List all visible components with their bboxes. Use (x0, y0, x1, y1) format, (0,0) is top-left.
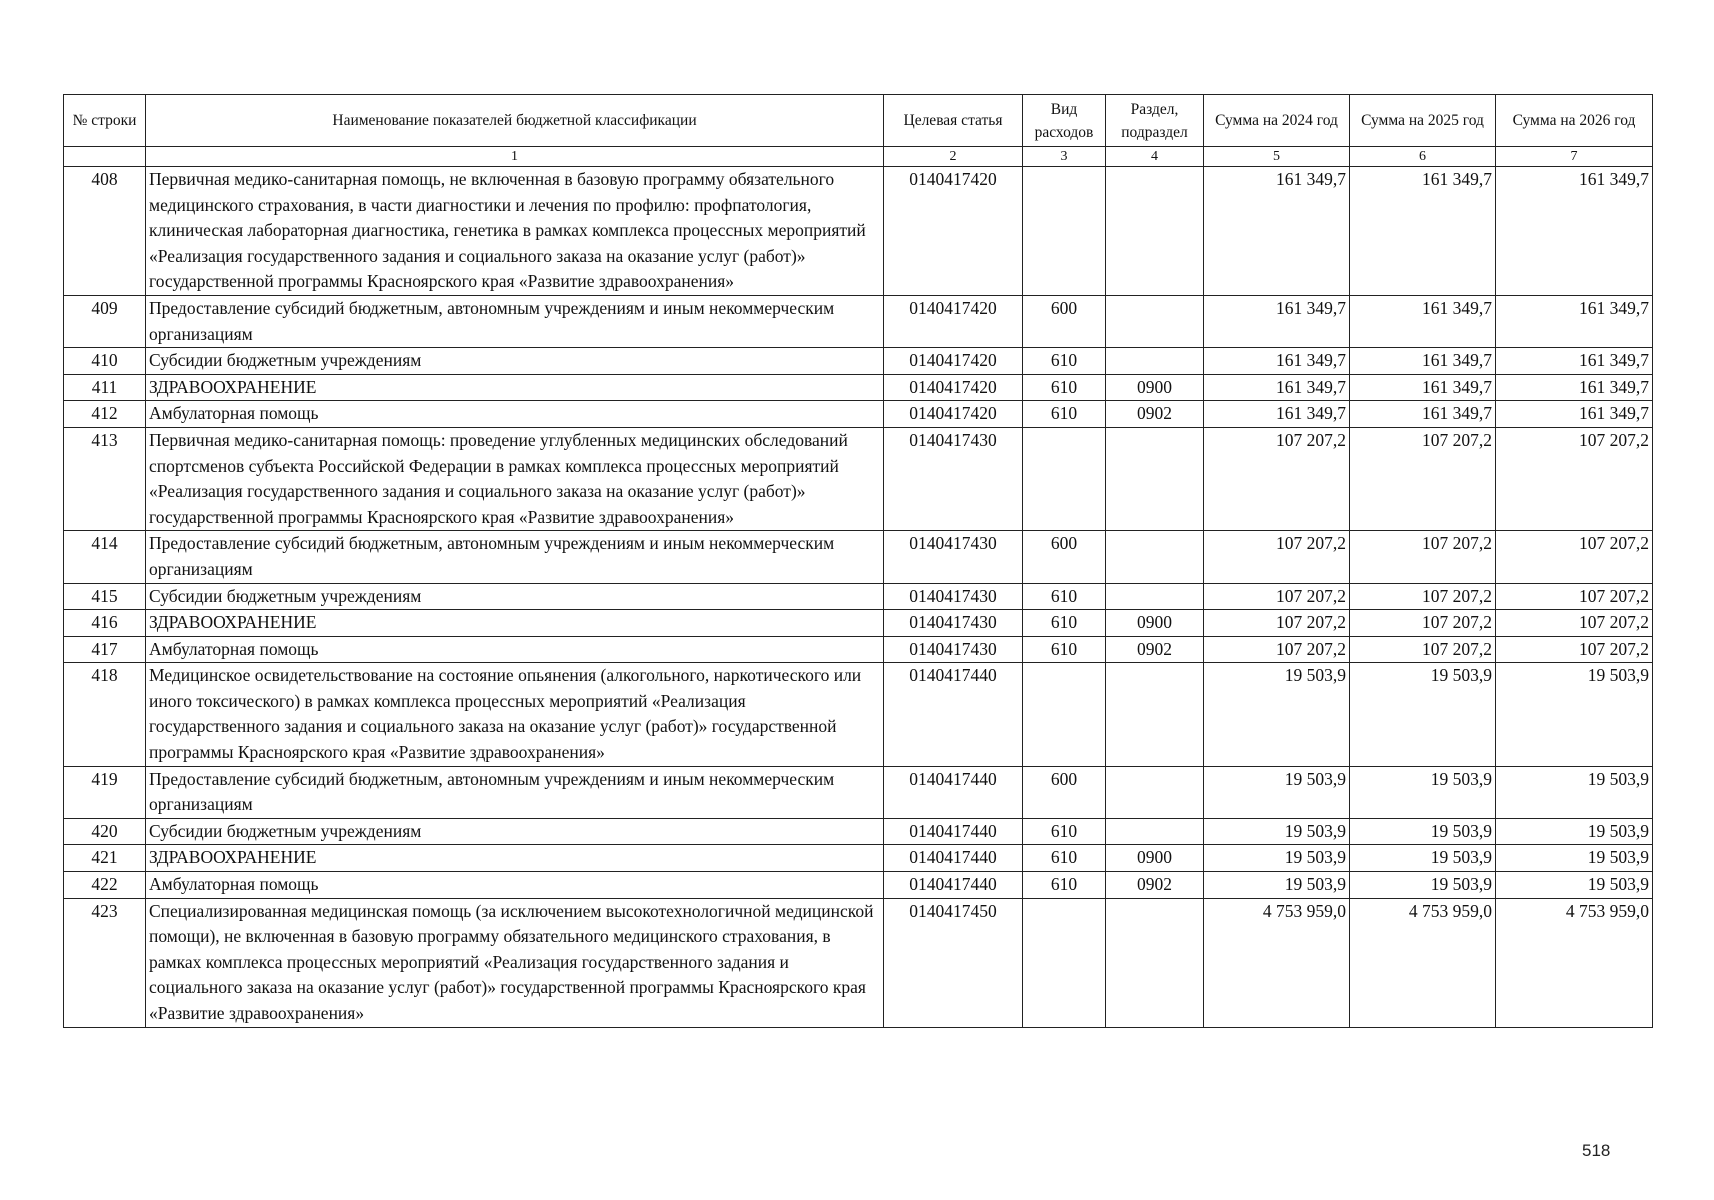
row-expense-kind: 610 (1023, 374, 1106, 401)
row-expense-kind: 600 (1023, 766, 1106, 818)
row-name: Субсидии бюджетным учреждениям (146, 583, 884, 610)
row-section: 0902 (1106, 636, 1204, 663)
column-number: 2 (884, 147, 1023, 167)
row-target-code: 0140417430 (884, 583, 1023, 610)
row-sum-2025: 107 207,2 (1350, 427, 1496, 530)
row-target-code: 0140417450 (884, 898, 1023, 1027)
row-target-code: 0140417440 (884, 766, 1023, 818)
table-row (64, 610, 1653, 637)
row-sum-2026: 107 207,2 (1496, 610, 1653, 637)
row-sum-2026: 107 207,2 (1496, 583, 1653, 610)
row-sum-2026: 161 349,7 (1496, 401, 1653, 428)
row-sum-2026: 107 207,2 (1496, 636, 1653, 663)
row-sum-2026: 161 349,7 (1496, 374, 1653, 401)
row-section (1106, 818, 1204, 845)
row-sum-2026: 19 503,9 (1496, 818, 1653, 845)
row-section: 0902 (1106, 872, 1204, 899)
row-expense-kind: 610 (1023, 818, 1106, 845)
row-sum-2026: 4 753 959,0 (1496, 898, 1653, 1027)
table-body (64, 167, 1653, 1028)
row-name: Первичная медико-санитарная помощь: проведение углубленных медицинских обследований спортсменов субъекта Российской Федерации в рамках комплекса процессных мероприятий «Реализация государственного задания и социального заказа на оказание услуг (работ)» государственной программы Красноярского края «Развитие здравоохранения» (146, 427, 884, 530)
table-row (64, 898, 1653, 1027)
row-target-code: 0140417430 (884, 636, 1023, 663)
table-row (64, 348, 1653, 375)
row-expense-kind (1023, 663, 1106, 766)
row-target-code: 0140417430 (884, 531, 1023, 583)
column-number: 3 (1023, 147, 1106, 167)
row-target-code: 0140417440 (884, 845, 1023, 872)
row-target-code: 0140417420 (884, 167, 1023, 296)
row-sum-2025: 161 349,7 (1350, 167, 1496, 296)
column-number: 6 (1350, 147, 1496, 167)
column-number: 1 (146, 147, 884, 167)
row-target-code: 0140417440 (884, 818, 1023, 845)
row-sum-2024: 161 349,7 (1204, 167, 1350, 296)
row-expense-kind: 610 (1023, 636, 1106, 663)
row-section (1106, 663, 1204, 766)
row-name: ЗДРАВООХРАНЕНИЕ (146, 374, 884, 401)
row-target-code: 0140417430 (884, 610, 1023, 637)
row-sum-2024: 161 349,7 (1204, 374, 1350, 401)
table-row (64, 818, 1653, 845)
table-row (64, 531, 1653, 583)
row-sum-2025: 19 503,9 (1350, 663, 1496, 766)
row-sum-2026: 19 503,9 (1496, 845, 1653, 872)
row-sum-2026: 19 503,9 (1496, 663, 1653, 766)
row-section (1106, 427, 1204, 530)
row-number: 418 (64, 663, 146, 766)
header-sum-2024: Сумма на 2024 год (1204, 95, 1350, 147)
header-sum-2025: Сумма на 2025 год (1350, 95, 1496, 147)
row-name: Предоставление субсидий бюджетным, автономным учреждениям и иным некоммерческим организациям (146, 295, 884, 347)
row-sum-2026: 19 503,9 (1496, 872, 1653, 899)
row-sum-2025: 107 207,2 (1350, 531, 1496, 583)
column-number: 7 (1496, 147, 1653, 167)
row-name: Амбулаторная помощь (146, 636, 884, 663)
row-sum-2025: 161 349,7 (1350, 295, 1496, 347)
table-row (64, 427, 1653, 530)
row-sum-2024: 107 207,2 (1204, 610, 1350, 637)
row-section (1106, 583, 1204, 610)
row-number: 409 (64, 295, 146, 347)
row-section (1106, 766, 1204, 818)
row-sum-2024: 107 207,2 (1204, 427, 1350, 530)
row-sum-2024: 19 503,9 (1204, 845, 1350, 872)
row-sum-2026: 161 349,7 (1496, 167, 1653, 296)
page-number: 518 (1582, 1141, 1611, 1160)
header-kind: Вид расходов (1023, 95, 1106, 147)
header-sum-2026: Сумма на 2026 год (1496, 95, 1653, 147)
row-sum-2026: 161 349,7 (1496, 348, 1653, 375)
row-number: 414 (64, 531, 146, 583)
row-number: 421 (64, 845, 146, 872)
row-section: 0900 (1106, 845, 1204, 872)
row-name: Субсидии бюджетным учреждениям (146, 348, 884, 375)
table-row (64, 401, 1653, 428)
row-number: 412 (64, 401, 146, 428)
column-number: 5 (1204, 147, 1350, 167)
row-expense-kind: 610 (1023, 583, 1106, 610)
budget-sheet (63, 94, 1652, 1028)
row-sum-2025: 19 503,9 (1350, 845, 1496, 872)
row-expense-kind: 610 (1023, 348, 1106, 375)
row-sum-2025: 19 503,9 (1350, 818, 1496, 845)
row-number: 417 (64, 636, 146, 663)
table-row (64, 845, 1653, 872)
row-name: Специализированная медицинская помощь (за исключением высокотехнологичной медицинской помощи), не включенная в базовую программу обязательного медицинского страхования, в рамках комплекса процессных мероприятий «Реализация государственного задания и социального заказа на оказание услуг (работ)» государственной программы Красноярского края «Развитие здравоохранения» (146, 898, 884, 1027)
row-expense-kind: 610 (1023, 401, 1106, 428)
row-number: 413 (64, 427, 146, 530)
row-name: Амбулаторная помощь (146, 872, 884, 899)
row-name: ЗДРАВООХРАНЕНИЕ (146, 845, 884, 872)
table-row (64, 663, 1653, 766)
row-sum-2024: 107 207,2 (1204, 636, 1350, 663)
row-name: Амбулаторная помощь (146, 401, 884, 428)
table-row (64, 583, 1653, 610)
row-target-code: 0140417440 (884, 872, 1023, 899)
row-sum-2025: 107 207,2 (1350, 636, 1496, 663)
row-name: Медицинское освидетельствование на состояние опьянения (алкогольного, наркотического или иного токсического) в рамках комплекса процессных мероприятий «Реализация государственного задания и социального заказа на оказание услуг (работ)» государственной программы Красноярского края «Развитие здравоохранения» (146, 663, 884, 766)
row-sum-2024: 19 503,9 (1204, 818, 1350, 845)
row-sum-2026: 107 207,2 (1496, 427, 1653, 530)
row-sum-2025: 161 349,7 (1350, 348, 1496, 375)
row-section (1106, 348, 1204, 375)
table-row (64, 636, 1653, 663)
row-sum-2024: 19 503,9 (1204, 766, 1350, 818)
row-sum-2026: 107 207,2 (1496, 531, 1653, 583)
row-sum-2025: 161 349,7 (1350, 374, 1496, 401)
table-row (64, 295, 1653, 347)
row-sum-2024: 19 503,9 (1204, 663, 1350, 766)
row-number: 408 (64, 167, 146, 296)
header-target: Целевая статья (884, 95, 1023, 147)
row-expense-kind: 600 (1023, 295, 1106, 347)
row-number: 411 (64, 374, 146, 401)
row-sum-2024: 161 349,7 (1204, 295, 1350, 347)
table-row (64, 766, 1653, 818)
table-row (64, 374, 1653, 401)
header-row-no: № строки (64, 95, 146, 147)
row-section (1106, 531, 1204, 583)
header-section: Раздел, подраздел (1106, 95, 1204, 147)
row-section: 0900 (1106, 610, 1204, 637)
row-expense-kind: 600 (1023, 531, 1106, 583)
row-sum-2024: 19 503,9 (1204, 872, 1350, 899)
row-expense-kind (1023, 427, 1106, 530)
row-sum-2024: 107 207,2 (1204, 531, 1350, 583)
row-number: 419 (64, 766, 146, 818)
row-number: 422 (64, 872, 146, 899)
row-number: 423 (64, 898, 146, 1027)
row-expense-kind: 610 (1023, 610, 1106, 637)
header-name: Наименование показателей бюджетной классификации (146, 95, 884, 147)
column-number: 4 (1106, 147, 1204, 167)
row-name: Субсидии бюджетным учреждениям (146, 818, 884, 845)
row-sum-2025: 19 503,9 (1350, 872, 1496, 899)
table-row (64, 872, 1653, 899)
row-sum-2024: 161 349,7 (1204, 348, 1350, 375)
row-section: 0900 (1106, 374, 1204, 401)
row-sum-2025: 19 503,9 (1350, 766, 1496, 818)
row-name: Предоставление субсидий бюджетным, автономным учреждениям и иным некоммерческим организациям (146, 531, 884, 583)
row-section (1106, 167, 1204, 296)
row-target-code: 0140417420 (884, 374, 1023, 401)
row-expense-kind (1023, 167, 1106, 296)
row-sum-2025: 107 207,2 (1350, 583, 1496, 610)
row-expense-kind (1023, 898, 1106, 1027)
header-row (64, 95, 1653, 147)
row-section (1106, 295, 1204, 347)
row-sum-2026: 161 349,7 (1496, 295, 1653, 347)
budget-table (63, 94, 1653, 1028)
row-name: Первичная медико-санитарная помощь, не включенная в базовую программу обязательного медицинского страхования, в части диагностики и лечения по профилю: профпатология, клиническая лабораторная диагностика, генетика в рамках комплекса процессных мероприятий «Реализация государственного задания и социального заказа на оказание услуг (работ)» государственной программы Красноярского края «Развитие здравоохранения» (146, 167, 884, 296)
row-target-code: 0140417420 (884, 348, 1023, 375)
row-sum-2025: 161 349,7 (1350, 401, 1496, 428)
row-target-code: 0140417420 (884, 401, 1023, 428)
row-sum-2024: 161 349,7 (1204, 401, 1350, 428)
row-sum-2024: 4 753 959,0 (1204, 898, 1350, 1027)
row-section: 0902 (1106, 401, 1204, 428)
row-target-code: 0140417440 (884, 663, 1023, 766)
row-expense-kind: 610 (1023, 845, 1106, 872)
table-row (64, 167, 1653, 296)
column-number-row (64, 147, 1653, 167)
row-target-code: 0140417430 (884, 427, 1023, 530)
row-sum-2026: 19 503,9 (1496, 766, 1653, 818)
row-sum-2024: 107 207,2 (1204, 583, 1350, 610)
row-number: 416 (64, 610, 146, 637)
row-number: 415 (64, 583, 146, 610)
row-section (1106, 898, 1204, 1027)
row-expense-kind: 610 (1023, 872, 1106, 899)
row-number: 420 (64, 818, 146, 845)
row-name: Предоставление субсидий бюджетным, автономным учреждениям и иным некоммерческим организациям (146, 766, 884, 818)
row-sum-2025: 107 207,2 (1350, 610, 1496, 637)
row-name: ЗДРАВООХРАНЕНИЕ (146, 610, 884, 637)
row-number: 410 (64, 348, 146, 375)
row-sum-2025: 4 753 959,0 (1350, 898, 1496, 1027)
row-target-code: 0140417420 (884, 295, 1023, 347)
column-number (64, 147, 146, 167)
